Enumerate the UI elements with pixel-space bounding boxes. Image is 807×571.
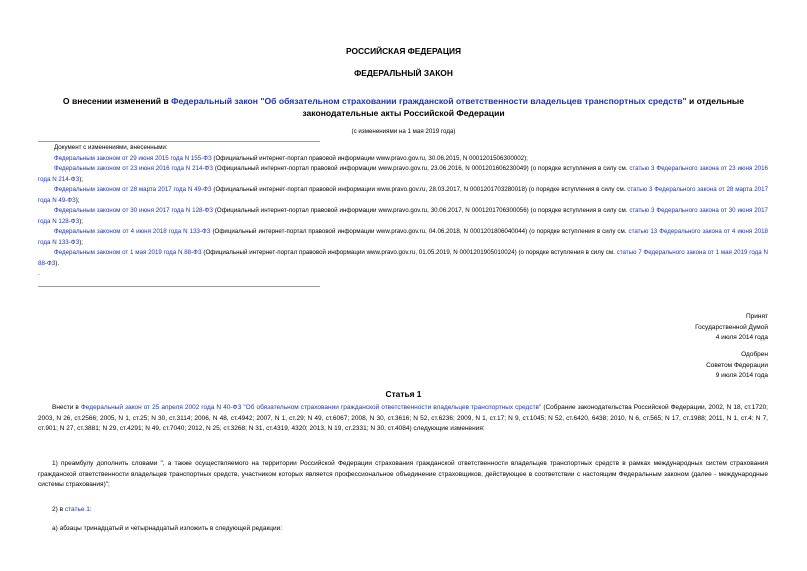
article-heading: Статья 1 [385,389,422,399]
p2-text: 1) преамбулу дополнить словами ", а также осуществляемого на территории Российской Федерации страхования гражданской ответственности владельцев транспортных средств в рамках международных систем страхования гражданской ответственности владельцев транспортных средств, участником которых является профессиональное объединение страховщиков, действующее в соответствии с настоящим Федеральным законом (далее - международные системы страхования)"; [38,460,768,488]
change-end: ); [79,217,83,225]
p3-suffix: : [89,506,92,513]
article-1-link[interactable]: статье 1 [64,506,90,513]
order-link[interactable]: статью 7 Федерального закона от 1 мая 2019 года N 88-ФЗ [38,249,768,267]
change-text: (Официальный интернет-портал правовой информации www.pravo.gov.ru, 23.06.2016, N 0001201606230049) (о порядке вступления в силу см. [212,165,630,172]
title-suffix: и отдельные законодательные акты Российской Федерации [302,96,745,118]
doc-type-heading: ФЕДЕРАЛЬНЫЙ ЗАКОН [354,68,453,78]
changes-dot: . [38,270,40,277]
change-link[interactable]: Федеральным законом от 1 мая 2019 года N 88-ФЗ [54,249,202,256]
change-end: ); [79,238,83,246]
change-link[interactable]: Федеральным законом от 28 марта 2017 года N 49-ФЗ [54,186,212,193]
article-paragraph-2 [38,459,768,491]
order-link[interactable]: статью 13 Федерального закона от 4 июня 2018 года N 133-ФЗ [38,228,768,246]
approved-label: Одобрен [741,351,768,358]
article-paragraph-1 [38,403,768,435]
adopted-date: 4 июля 2014 года [715,334,768,341]
change-text: (Официальный интернет-портал правовой информации www.pravo.gov.ru, 28.03.2017, N 0001201703280018) (о порядке вступления в силу см. [211,186,628,193]
change-link[interactable]: Федеральным законом от 30 июня 2017 года N 128-ФЗ [54,207,213,214]
title-prefix: О внесении изменений в [62,96,172,106]
change-end: ). [55,259,60,267]
change-end: ); [79,175,83,183]
change-item [38,154,768,165]
divider-bottom [38,286,320,287]
change-item [38,206,768,227]
article-paragraph-3 [38,505,768,516]
approved-date: 9 июля 2014 года [715,372,768,379]
change-text: (Официальный интернет-портал правовой информации www.pravo.gov.ru, 01.05.2019, N 0001201905010024) (о порядке вступления в силу см. [201,249,617,256]
p3-prefix: 2) в [52,506,65,513]
change-link[interactable]: Федеральным законом от 29 июня 2015 года N 155-ФЗ [54,154,212,162]
adopted-block [695,312,768,344]
order-link[interactable]: статью 3 Федерального закона от 30 июня 2017 года N 128-ФЗ [38,207,768,225]
law-title [40,96,767,119]
law-link[interactable]: Федеральный закон от 25 апреля 2002 года N 40-ФЗ "Об обязательном страховании гражданской ответственности владельцев транспортных средств" [80,404,542,411]
title-link[interactable]: Федеральный закон "Об обязательном страховании гражданской ответственности владельцев транспортных средств" [171,96,687,106]
change-end: ); [75,196,80,204]
change-text: (Официальный интернет-портал правовой информации www.pravo.gov.ru, 30.06.2015, N 0001201506300002); [211,154,528,162]
change-item [38,164,768,185]
approved-body: Советом Федерации [706,361,768,369]
adopted-body: Государственной Думой [695,323,768,331]
approved-block [706,350,768,382]
changes-list [38,143,768,280]
adopted-label: Принят [745,313,768,320]
article-paragraph-4 [38,524,768,535]
divider-top [38,141,320,142]
p4-text: а) абзацы тринадцатый и четырнадцатый изложить в следующей редакции: [52,525,283,532]
country-heading: РОССИЙСКАЯ ФЕДЕРАЦИЯ [345,46,462,56]
edition-note: (с изменениями на 1 мая 2019 года) [351,128,456,135]
change-link[interactable]: Федеральным законом от 4 июня 2018 года N 133-ФЗ [54,228,211,235]
change-item [38,248,768,269]
p1-prefix: Внести в [52,404,81,411]
order-link[interactable]: статью 3 Федерального закона от 23 июня 2016 года N 214-ФЗ [38,165,768,183]
change-link[interactable]: Федеральным законом от 23 июня 2016 года N 214-ФЗ [54,165,213,172]
change-item [38,227,768,248]
change-text: (Официальный интернет-портал правовой информации www.pravo.gov.ru, 30.06.2017, N 0001201706300056) (о порядке вступления в силу см. [212,207,630,214]
order-link[interactable]: статью 3 Федерального закона от 28 марта 2017 года N 49-ФЗ [38,186,769,204]
change-item [38,185,768,206]
changes-intro: Документ с изменениями, внесенными: [54,144,168,151]
p1-text: (Собрание законодательства Российской Федерации, 2002, N 18, ст.1720; 2003, N 26, ст.2566; 2005, N 1, ст.25; N 30, ст.3114; 2006, N 48, ст.4942; 2007, N 1, ст.29; N 49, ст.6067; 2008, N 30, ст.3616; N 52, ст.6236; 2009, N 1, ст.17; N 9, ст.1045; N 52, ст.6420, 6438; 2010, N 6, ст.565; N 17, ст.1988; 2011, N 1, ст.4; N 7, ст.901; N 27, ст.3881; N 29, ст.4291; N 49, ст.7040; 2012, N 25, ст.3268; N 31, ст.4319, 4320; 2013, N 19, ст.2331; N 30, ст.4084) следующие изменения: [38,404,768,432]
change-text: (Официальный интернет-портал правовой информации www.pravo.gov.ru, 04.06.2018, N 0001201806040044) (о порядке вступления в силу см. [210,228,629,235]
